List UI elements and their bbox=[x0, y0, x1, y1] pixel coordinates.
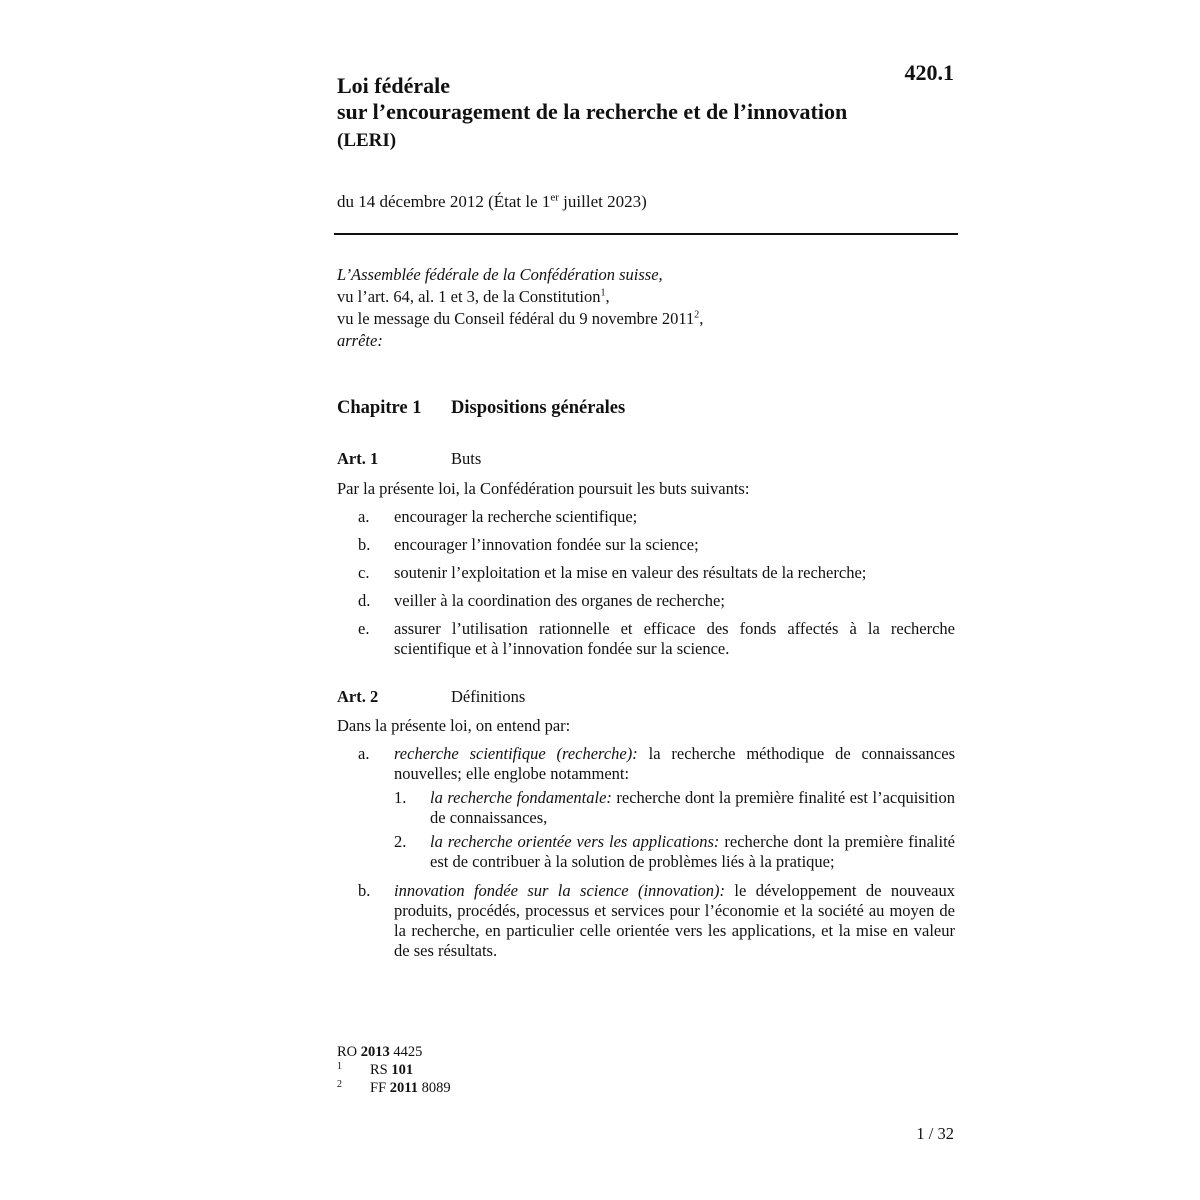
footnote-bold: 101 bbox=[391, 1062, 414, 1078]
article-2-heading bbox=[337, 687, 525, 707]
preamble-line-2 bbox=[337, 308, 957, 330]
definition-term: recherche scientifique (recherche): bbox=[394, 744, 638, 763]
item-text bbox=[394, 881, 955, 961]
preamble-line-1-text: vu l’art. 64, al. 1 et 3, de la Constitution bbox=[337, 287, 601, 306]
item-letter: a. bbox=[358, 507, 370, 526]
sub-item-number: 2. bbox=[394, 832, 407, 851]
footnote-suffix: 8089 bbox=[417, 1080, 451, 1096]
title-line-1: Loi fédérale bbox=[337, 73, 451, 98]
chapter-label: Chapitre 1 bbox=[337, 398, 422, 418]
list-item bbox=[337, 507, 955, 527]
item-letter: d. bbox=[358, 591, 371, 610]
item-text: assurer l’utilisation rationnelle et efficace des fonds affectés à la recherche scientifique et à l’innovation fondée sur la science. bbox=[394, 619, 955, 658]
ro-prefix: RO bbox=[337, 1044, 361, 1060]
item-text bbox=[394, 744, 955, 784]
preamble-line-1 bbox=[337, 286, 957, 308]
article-1-heading bbox=[337, 449, 481, 469]
item-letter: b. bbox=[358, 535, 371, 554]
list-item bbox=[337, 535, 955, 555]
item-text: encourager l’innovation fondée sur la science; bbox=[394, 535, 699, 554]
preamble-authority: L’Assemblée fédérale de la Confédération suisse, bbox=[337, 265, 663, 284]
ro-page: 4425 bbox=[389, 1044, 423, 1060]
article-2-title: Définitions bbox=[451, 687, 526, 706]
list-item bbox=[337, 744, 955, 784]
footnote-text bbox=[370, 1062, 413, 1078]
law-title bbox=[337, 73, 937, 157]
footnote-number: 2 bbox=[337, 1079, 342, 1090]
footnote-prefix: RS bbox=[370, 1062, 392, 1078]
sub-item-text bbox=[430, 788, 955, 828]
footnote-number: 1 bbox=[337, 1061, 342, 1072]
article-1-intro: Par la présente loi, la Confédération poursuit les buts suivants: bbox=[337, 479, 750, 498]
definition-text: recherche dont la première finalité est de contribuer à la solution de problèmes liés à la pratique; bbox=[430, 832, 955, 871]
list-item bbox=[337, 591, 955, 611]
sub-item-number: 1. bbox=[394, 788, 407, 807]
item-text: soutenir l’exploitation et la mise en valeur des résultats de la recherche; bbox=[394, 563, 867, 582]
footnote-ref-1[interactable]: 1 bbox=[600, 287, 606, 299]
item-letter: e. bbox=[358, 619, 370, 638]
preamble-line-1-end: , bbox=[605, 287, 610, 306]
footnote-2 bbox=[337, 1079, 451, 1097]
preamble-line-2-end: , bbox=[699, 309, 704, 328]
footnote-bold: 2011 bbox=[389, 1080, 418, 1096]
article-2-number: Art. 2 bbox=[337, 687, 379, 706]
item-letter: a. bbox=[358, 744, 370, 763]
sub-item-text bbox=[430, 832, 955, 872]
definition-text: le développement de nouveaux produits, procédés, processus et services pour l’économie et la société au moyen de la recherche, en particulier celle orientée vers les applications, et la mise en valeur de ses résultats. bbox=[394, 881, 955, 960]
definition-term: la recherche fondamentale: bbox=[430, 788, 612, 807]
definition-term: innovation fondée sur la science (innovation): bbox=[394, 881, 726, 900]
preamble bbox=[337, 264, 957, 352]
list-item bbox=[337, 563, 955, 583]
sr-number: 420.1 bbox=[904, 60, 954, 85]
title-line-2: sur l’encouragement de la recherche et de l’innovation bbox=[337, 99, 848, 124]
definition-term: la recherche orientée vers les applications: bbox=[430, 832, 720, 851]
item-letter: b. bbox=[358, 881, 371, 900]
header-divider bbox=[334, 233, 958, 235]
list-item bbox=[337, 619, 955, 659]
article-2-intro: Dans la présente loi, on entend par: bbox=[337, 716, 571, 735]
item-text: encourager la recherche scientifique; bbox=[394, 507, 638, 526]
page-number: 1 / 32 bbox=[916, 1124, 954, 1143]
definition-text: la recherche méthodique de connaissances nouvelles; elle englobe notamment: bbox=[394, 744, 955, 783]
list-item bbox=[337, 881, 955, 961]
chapter-heading bbox=[337, 398, 625, 419]
ro-year: 2013 bbox=[360, 1044, 390, 1060]
item-letter: c. bbox=[358, 563, 370, 582]
preamble-line-2-text: vu le message du Conseil fédéral du 9 novembre 2011 bbox=[337, 309, 695, 328]
article-1-number: Art. 1 bbox=[337, 449, 379, 468]
law-date bbox=[337, 192, 647, 212]
footnote-ref-2[interactable]: 2 bbox=[694, 309, 700, 321]
date-suffix: juillet 2023) bbox=[558, 192, 647, 211]
definition-text: recherche dont la première finalité est l’acquisition de connaissances, bbox=[430, 788, 955, 827]
preamble-decree: arrête: bbox=[337, 331, 383, 350]
footnote-text bbox=[370, 1080, 451, 1096]
law-abbreviation: (LERI) bbox=[337, 130, 397, 151]
item-text: veiller à la coordination des organes de recherche; bbox=[394, 591, 725, 610]
footnote-1 bbox=[337, 1061, 451, 1079]
date-sup: er bbox=[550, 191, 559, 204]
date-prefix: du 14 décembre 2012 (État le 1 bbox=[337, 192, 551, 211]
sub-item bbox=[337, 788, 955, 828]
footnote-prefix: FF bbox=[370, 1080, 390, 1096]
chapter-title: Dispositions générales bbox=[451, 398, 626, 418]
sub-item bbox=[337, 832, 955, 872]
footnotes bbox=[337, 1043, 451, 1097]
ro-reference bbox=[337, 1043, 451, 1061]
article-1-title: Buts bbox=[451, 449, 482, 468]
